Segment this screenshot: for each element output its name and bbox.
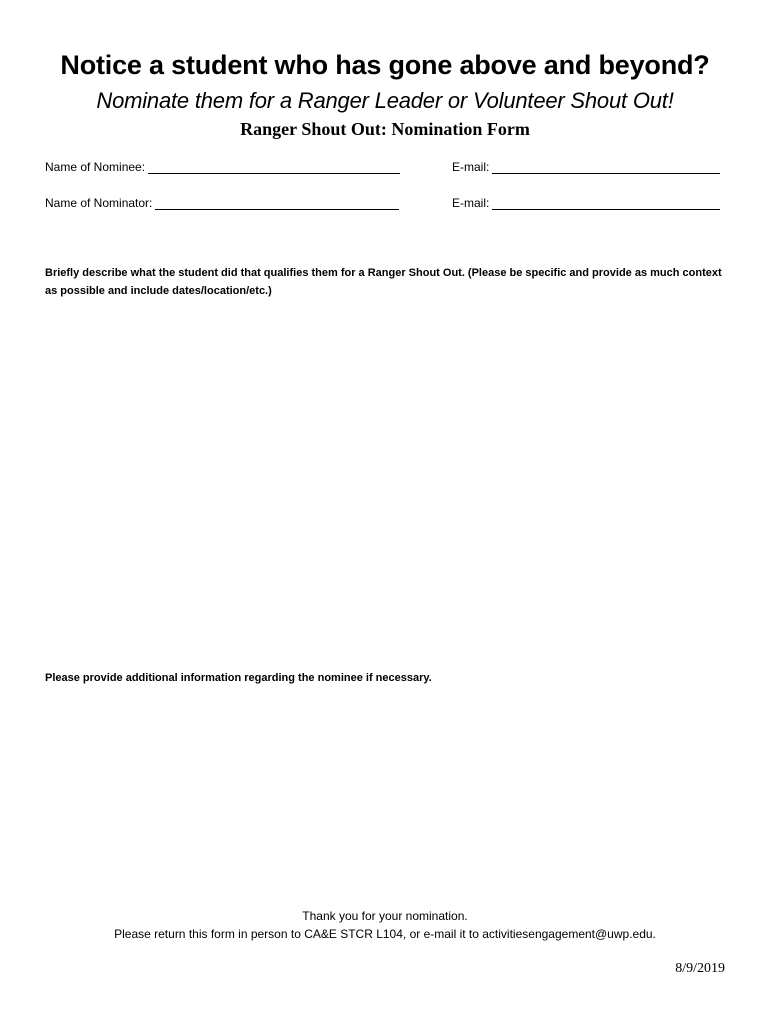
nominator-email-line[interactable]	[492, 197, 720, 210]
form-title: Ranger Shout Out: Nomination Form	[240, 119, 530, 139]
nominator-name-line[interactable]	[155, 197, 399, 210]
additional-info-question: Please provide additional information regarding the nominee if necessary.	[45, 672, 432, 684]
nominator-name-label: Name of Nominator:	[45, 196, 153, 210]
additional-info-answer-area[interactable]	[45, 692, 725, 897]
nominee-email-label: E-mail:	[452, 160, 490, 174]
nominee-name-field[interactable]	[45, 158, 400, 174]
thanks-text: Thank you for your nomination.	[302, 909, 468, 923]
nominee-email-line[interactable]	[492, 161, 720, 174]
nominee-name-label: Name of Nominee:	[45, 160, 146, 174]
describe-question: Briefly describe what the student did that qualifies them for a Ranger Shout Out. (Please be specific and provide as much context as possible and include dates/location/etc.)	[45, 267, 722, 297]
return-instructions: Please return this form in person to CA&E STCR L104, or e-mail it to activitiesengagement@uwp.edu.	[114, 927, 656, 941]
describe-answer-area[interactable]	[45, 305, 725, 660]
form-date: 8/9/2019	[675, 961, 725, 976]
nominee-email-field[interactable]	[452, 158, 720, 174]
nominator-email-field[interactable]	[452, 194, 720, 210]
nominator-email-label: E-mail:	[452, 196, 490, 210]
page-subheadline: Nominate them for a Ranger Leader or Volunteer Shout Out!	[96, 88, 674, 113]
nominee-name-line[interactable]	[148, 161, 400, 174]
nominator-name-field[interactable]	[45, 194, 399, 210]
page-headline: Notice a student who has gone above and beyond?	[60, 50, 710, 80]
